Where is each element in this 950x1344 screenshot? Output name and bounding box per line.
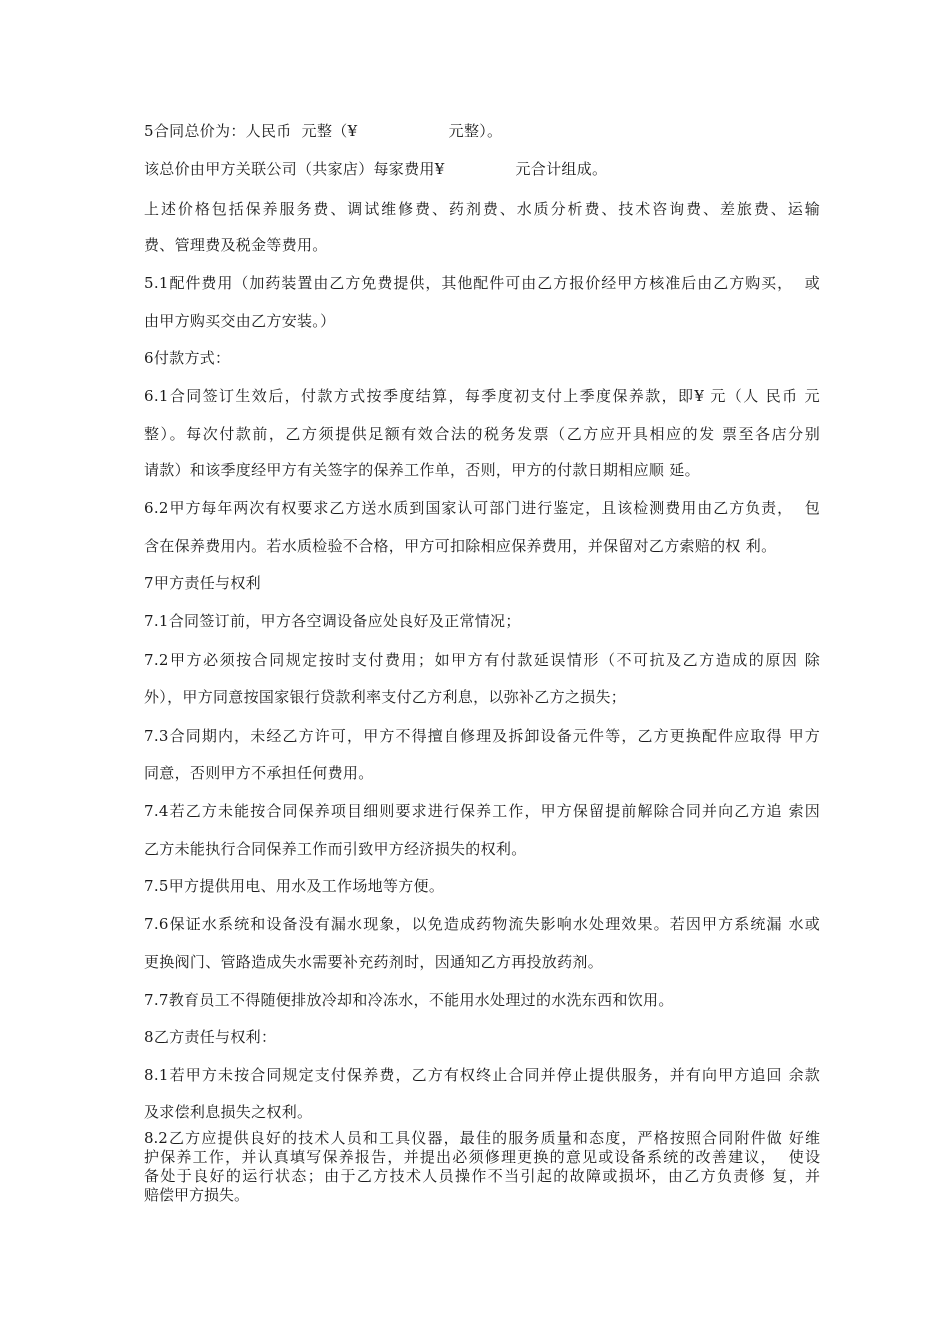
clause-7-2-line-1: 7.2甲方必须按合同规定按时支付费用；如甲方有付款延误情形（不可抗及乙方造成的原因 除 bbox=[144, 651, 820, 669]
clause-7-3-line-1: 7.3合同期内，未经乙方许可，甲方不得擅自修理及拆卸设备元件等，乙方更换配件应取得 甲方 bbox=[144, 727, 820, 745]
clause-5-total-price: 5合同总价为：人民币 元整（¥ 元整）。 bbox=[144, 122, 503, 140]
clause-7-4-line-2: 乙方未能执行合同保养工作而引致甲方经济损失的权利。 bbox=[144, 840, 527, 858]
clause-6-2-line-2: 含在保养费用内。若水质检验不合格，甲方可扣除相应保养费用，并保留对乙方索赔的权 利。 bbox=[144, 537, 777, 555]
clause-6-1-line-2: 整）。每次付款前，乙方须提供足额有效合法的税务发票（乙方应开具相应的发 票至各店分别 bbox=[144, 425, 820, 443]
clause-7-6-line-2: 更换阀门、管路造成失水需要补充药剂时，因通知乙方再投放药剂。 bbox=[144, 953, 604, 971]
clause-6-1-line-3: 请款）和该季度经甲方有关签字的保养工作单，否则，甲方的付款日期相应顺 延。 bbox=[144, 461, 700, 479]
clause-7-6-line-1: 7.6保证水系统和设备没有漏水现象，以免造成药物流失影响水处理效果。若因甲方系统漏 水或 bbox=[144, 915, 820, 933]
clause-7-4-line-1: 7.4若乙方未能按合同保养项目细则要求进行保养工作，甲方保留提前解除合同并向乙方追 索因 bbox=[144, 802, 820, 820]
heading-8-party-b: 8乙方责任与权利： bbox=[144, 1028, 277, 1046]
clause-7-5: 7.5甲方提供用电、用水及工作场地等方便。 bbox=[144, 877, 445, 895]
clause-5-price-includes-cont: 费、管理费及税金等费用。 bbox=[144, 236, 328, 254]
clause-7-2-line-2: 外），甲方同意按国家银行贷款利率支付乙方利息，以弥补乙方之损失； bbox=[144, 688, 627, 706]
clause-8-2-line-1: 8.2乙方应提供良好的技术人员和工具仪器，最佳的服务质量和态度，严格按照合同附件做 好维 bbox=[144, 1129, 820, 1147]
clause-5-price-includes: 上述价格包括保养服务费、调试维修费、药剂费、水质分析费、技术咨询费、差旅费、运输 bbox=[144, 200, 820, 218]
clause-8-1-line-1: 8.1若甲方未按合同规定支付保养费，乙方有权终止合同并停止提供服务，并有向甲方追回 余款 bbox=[144, 1066, 820, 1084]
clause-8-2-line-2: 护保养工作，并认真填写保养报告，并提出必须修理更换的意见或设备系统的改善建议， 使设 bbox=[144, 1148, 820, 1166]
clause-7-7: 7.7教育员工不得随便排放冷却和冷冻水，不能用水处理过的水洗东西和饮用。 bbox=[144, 991, 674, 1009]
clause-5-1-parts-fee: 5.1配件费用（加药装置由乙方免费提供，其他配件可由乙方报价经甲方核准后由乙方购买， 或 bbox=[144, 274, 820, 292]
clause-8-2-line-4: 赔偿甲方损失。 bbox=[144, 1186, 250, 1204]
clause-7-3-line-2: 同意，否则甲方不承担任何费用。 bbox=[144, 764, 374, 782]
clause-6-2-line-1: 6.2甲方每年两次有权要求乙方送水质到国家认可部门进行鉴定，且该检测费用由乙方负责， 包 bbox=[144, 499, 820, 517]
heading-6-payment: 6付款方式： bbox=[144, 349, 231, 367]
clause-5-price-composition: 该总价由甲方关联公司（共家店）每家费用¥ 元合计组成。 bbox=[144, 160, 608, 178]
clause-5-1-parts-fee-cont: 由甲方购买交由乙方安装。） bbox=[144, 312, 336, 330]
clause-6-1-line-1: 6.1合同签订生效后，付款方式按季度结算，每季度初支付上季度保养款，即¥ 元（人 民币 元 bbox=[144, 387, 820, 405]
clause-7-1: 7.1合同签订前，甲方各空调设备应处良好及正常情况； bbox=[144, 612, 521, 630]
clause-8-2-line-3: 备处于良好的运行状态；由于乙方技术人员操作不当引起的故障或损坏，由乙方负责修 复，并 bbox=[144, 1167, 820, 1185]
clause-8-1-line-2: 及求偿利息损失之权利。 bbox=[144, 1103, 313, 1121]
heading-7-party-a: 7甲方责任与权利 bbox=[144, 574, 261, 592]
